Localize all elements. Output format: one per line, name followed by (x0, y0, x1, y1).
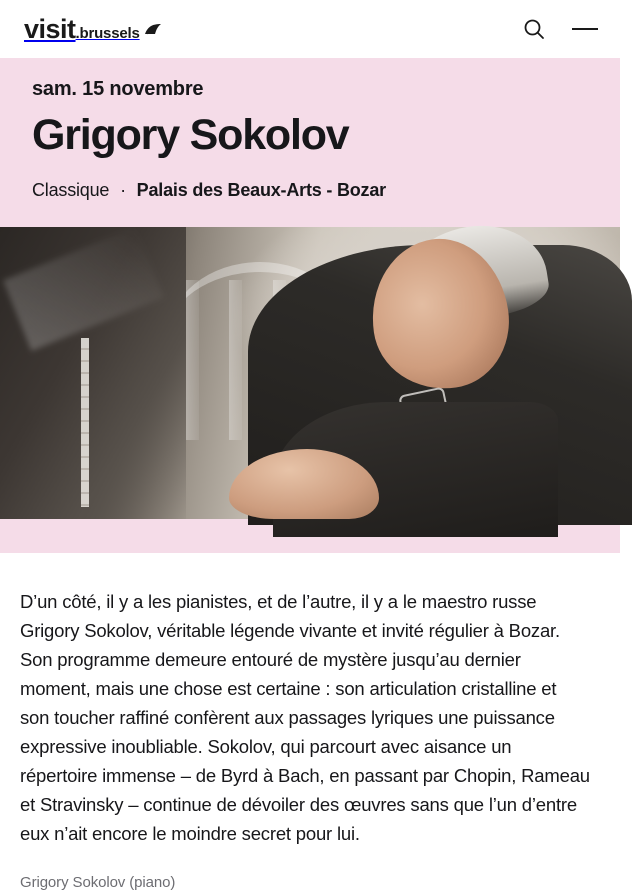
search-icon[interactable] (522, 17, 546, 41)
event-venue: Palais des Beaux-Arts - Bozar (136, 180, 386, 201)
event-image (0, 227, 620, 519)
hamburger-menu-icon[interactable] (572, 28, 598, 30)
event-hero (0, 58, 620, 227)
event-meta (32, 180, 590, 201)
page-title: Grigory Sokolov (32, 111, 349, 159)
event-credits: Grigory Sokolov (piano) (20, 874, 176, 891)
site-logo[interactable] (24, 13, 163, 44)
logo-text-visit: visit (24, 13, 76, 44)
header-actions (522, 17, 598, 41)
event-date: sam. 15 novembre (32, 78, 204, 100)
site-header (0, 0, 620, 58)
iris-flower-icon (143, 22, 163, 43)
event-category: Classique (32, 180, 110, 201)
event-description: D’un côté, il y a les pianistes, et de l’autre, il y a le maestro russe Grigory Sokolov, véritable légende vivante et invité régulier à Bozar. Son programme demeure entouré de mystère jusqu’au dernier moment, mais une chose est certaine : son articulation cristalline et son toucher raffiné confèrent aux passages lyriques une puissance expressive inoubliable. Sokolov, qui parcourt avec aisance un répertoire immense – de Byrd à Bach, en passant par Chopin, Rameau et Stravinsky – continue de dévoiler des œuvres sans que l’un d’entre eux n’ait encore le moindre secret pour lui. (20, 591, 590, 845)
logo-text-brussels: .brussels (75, 24, 140, 42)
event-content (0, 553, 620, 891)
meta-separator: · (120, 180, 126, 201)
